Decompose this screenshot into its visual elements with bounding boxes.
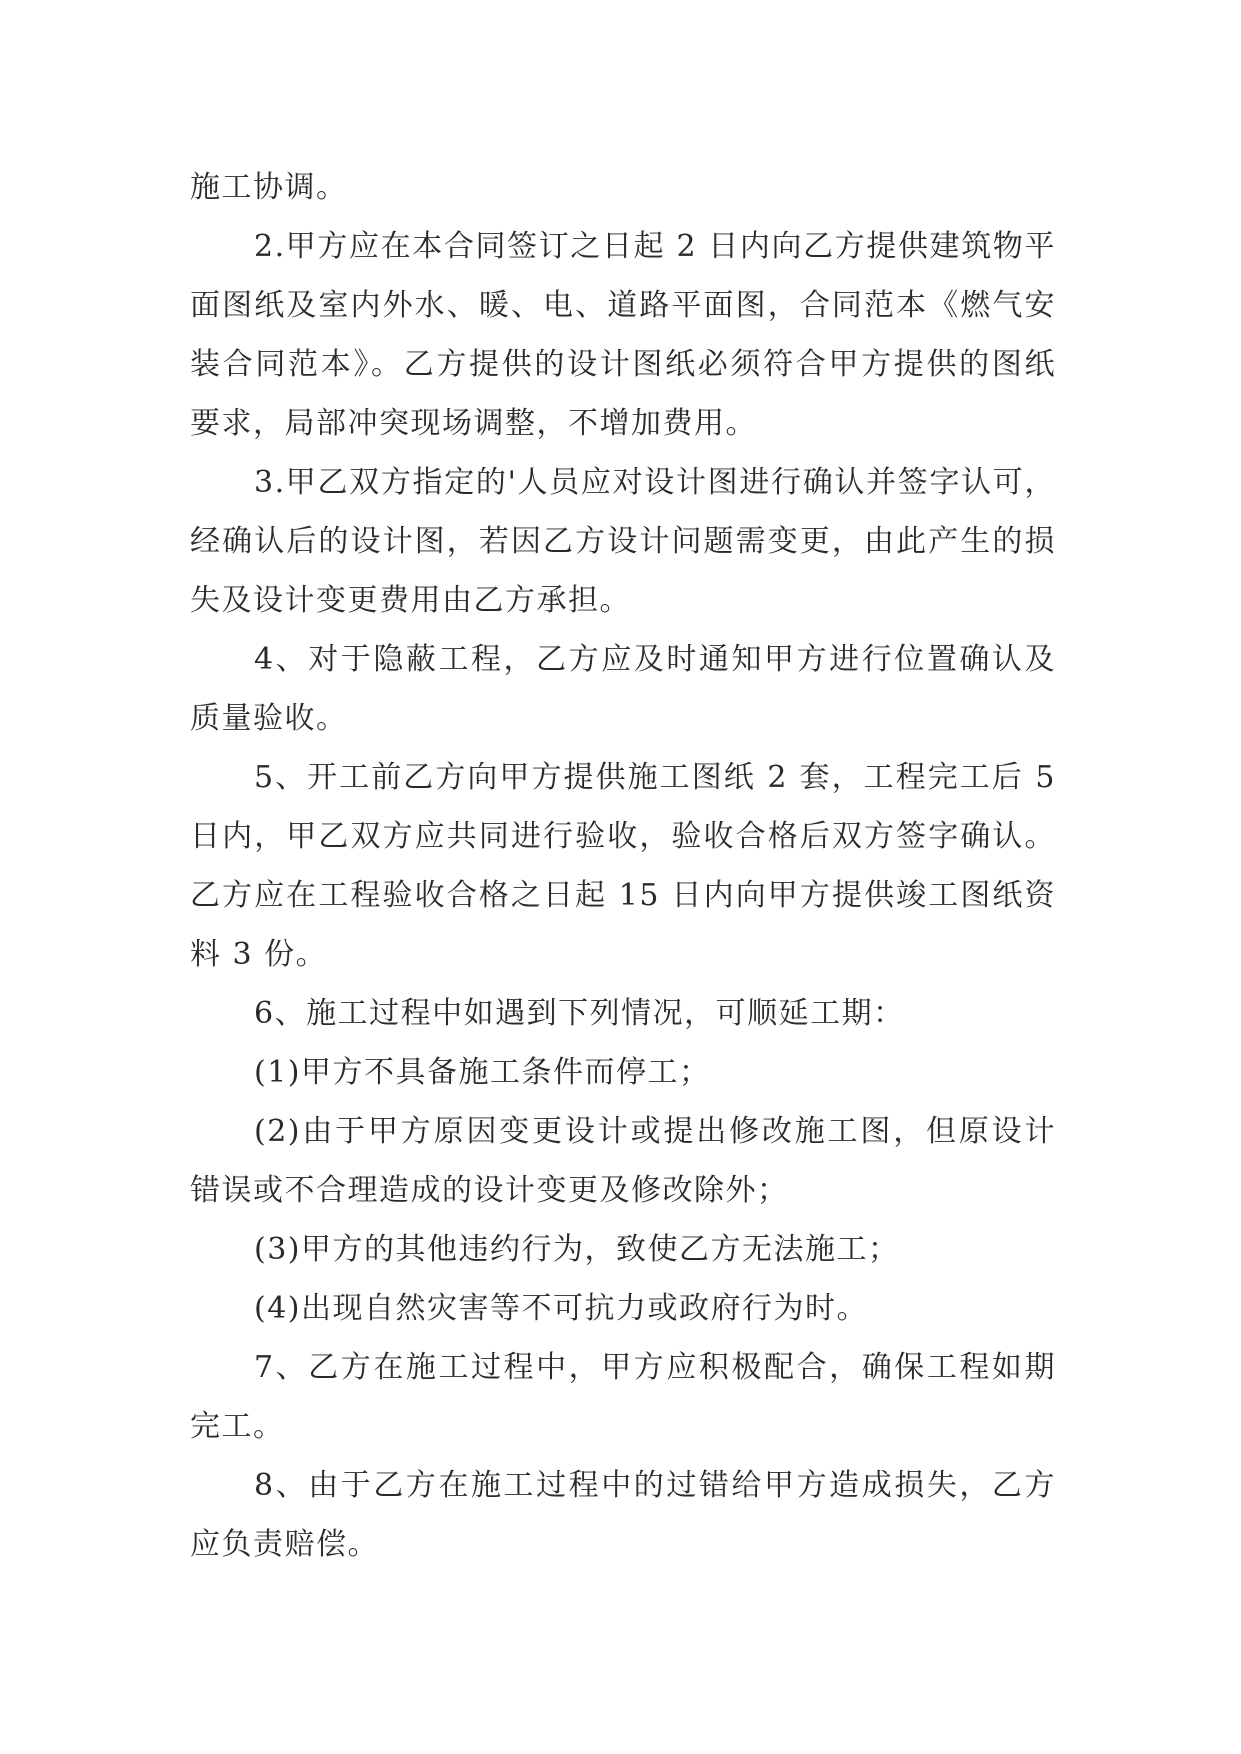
paragraph-construction-coordination: 施工协调。	[190, 170, 348, 205]
paragraph-clause-5: 5、开工前乙方向甲方提供施工图纸 2 套，工程完工后 5 日内，甲乙双方应共同进行验收，验收合格后双方签字确认。乙方应在工程验收合格之日起 15 日内向甲方提供竣工图纸资料 3 份。	[190, 760, 1056, 972]
paragraph-clause-4: 4、对于隐蔽工程，乙方应及时通知甲方进行位置确认及质量验收。	[190, 642, 1056, 736]
paragraph-clause-6: 6、施工过程中如遇到下列情况，可顺延工期：	[254, 996, 905, 1031]
paragraph-clause-2: 2.甲方应在本合同签订之日起 2 日内向乙方提供建筑物平面图纸及室内外水、暖、电、道路平面图，合同范本《燃气安装合同范本》。乙方提供的设计图纸必须符合甲方提供的图纸要求，局部冲突现场调整，不增加费用。	[190, 229, 1056, 441]
paragraph-clause-6-item-3: (3)甲方的其他违约行为，致使乙方无法施工；	[254, 1232, 900, 1267]
paragraph-clause-6-item-1: (1)甲方不具备施工条件而停工；	[254, 1055, 711, 1090]
paragraph-clause-6-item-2: (2)由于甲方原因变更设计或提出修改施工图，但原设计错误或不合理造成的设计变更及修改除外；	[190, 1114, 1056, 1208]
paragraph-clause-6-item-4: (4)出现自然灾害等不可抗力或政府行为时。	[254, 1291, 868, 1326]
paragraph-clause-3: 3.甲乙双方指定的'人员应对设计图进行确认并签字认可，经确认后的设计图，若因乙方设计问题需变更，由此产生的损失及设计变更费用由乙方承担。	[190, 465, 1056, 618]
paragraph-clause-7: 7、乙方在施工过程中，甲方应积极配合，确保工程如期完工。	[190, 1350, 1056, 1444]
contract-body	[190, 158, 1056, 1574]
paragraph-clause-8: 8、由于乙方在施工过程中的过错给甲方造成损失，乙方应负责赔偿。	[190, 1468, 1056, 1562]
